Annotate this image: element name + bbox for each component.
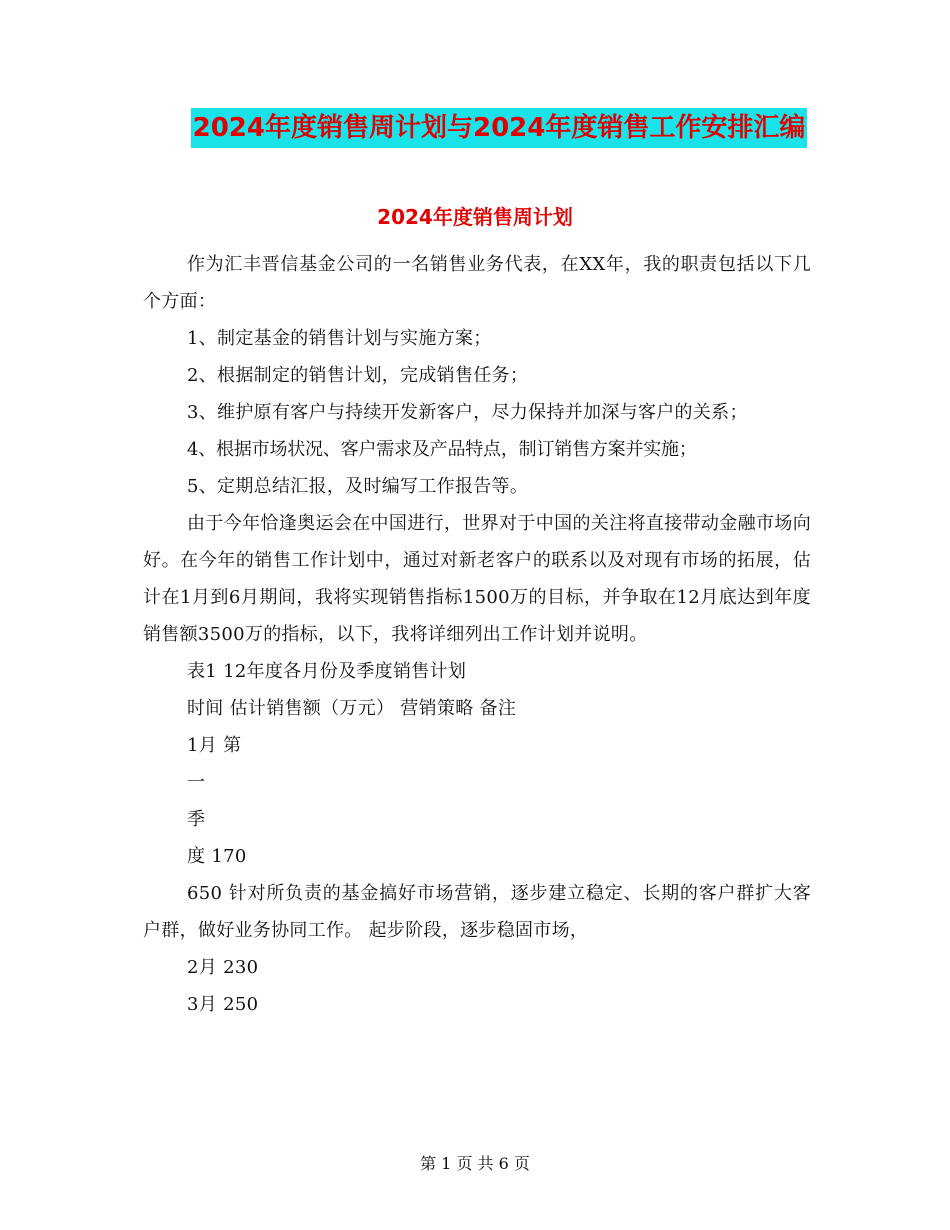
paragraph-intro: 作为汇丰晋信基金公司的一名销售业务代表，在XX年，我的职责包括以下几个方面： [143,254,811,312]
table-caption: 表1 12年度各月份及季度销售计划 [187,661,467,682]
main-title: 2024年度销售周计划与2024年度销售工作安排汇编 [191,108,808,148]
list-item-4: 4、根据市场状况、客户需求及产品特点，制订销售方案并实施； [187,439,697,460]
table-line-quarter-char-1: 一 [187,772,206,793]
list-item-2: 2、根据制定的销售计划，完成销售任务； [187,365,529,386]
table-header-line: 时间 估计销售额（万元） 营销策略 备注 [187,698,517,719]
list-item-3: 3、维护原有客户与持续开发新客户，尽力保持并加深与客户的关系； [187,402,748,423]
body-text [143,246,811,1023]
table-line-strategy: 650 针对所负责的基金搞好市场营销，逐步建立稳定、长期的客户群扩大客户群，做好业务协同工作。 起步阶段，逐步稳固市场， [143,883,811,941]
table-line-month-2: 2月 230 [187,957,259,978]
table-line-quarter-char-3: 度 170 [187,846,247,867]
section-title: 2024年度销售周计划 [377,205,573,229]
table-line-month-3: 3月 250 [187,994,259,1015]
table-line-quarter-char-2: 季 [187,809,206,830]
list-item-5: 5、定期总结汇报，及时编写工作报告等。 [187,476,529,497]
page-footer: 第 1 页 共 6 页 [420,1154,530,1173]
main-title-row [0,108,950,148]
list-item-1: 1、制定基金的销售计划与实施方案； [187,328,492,349]
table-line-month-1: 1月 第 [187,735,242,756]
paragraph-plan: 由于今年恰逢奥运会在中国进行，世界对于中国的关注将直接带动金融市场向好。在今年的销售工作计划中，通过对新老客户的联系以及对现有市场的拓展，估计在1月到6月期间，我将实现销售指标1500万的目标，并争取在12月底达到年度销售额3500万的指标，以下，我将详细列出工作计划并说明。 [143,513,811,645]
